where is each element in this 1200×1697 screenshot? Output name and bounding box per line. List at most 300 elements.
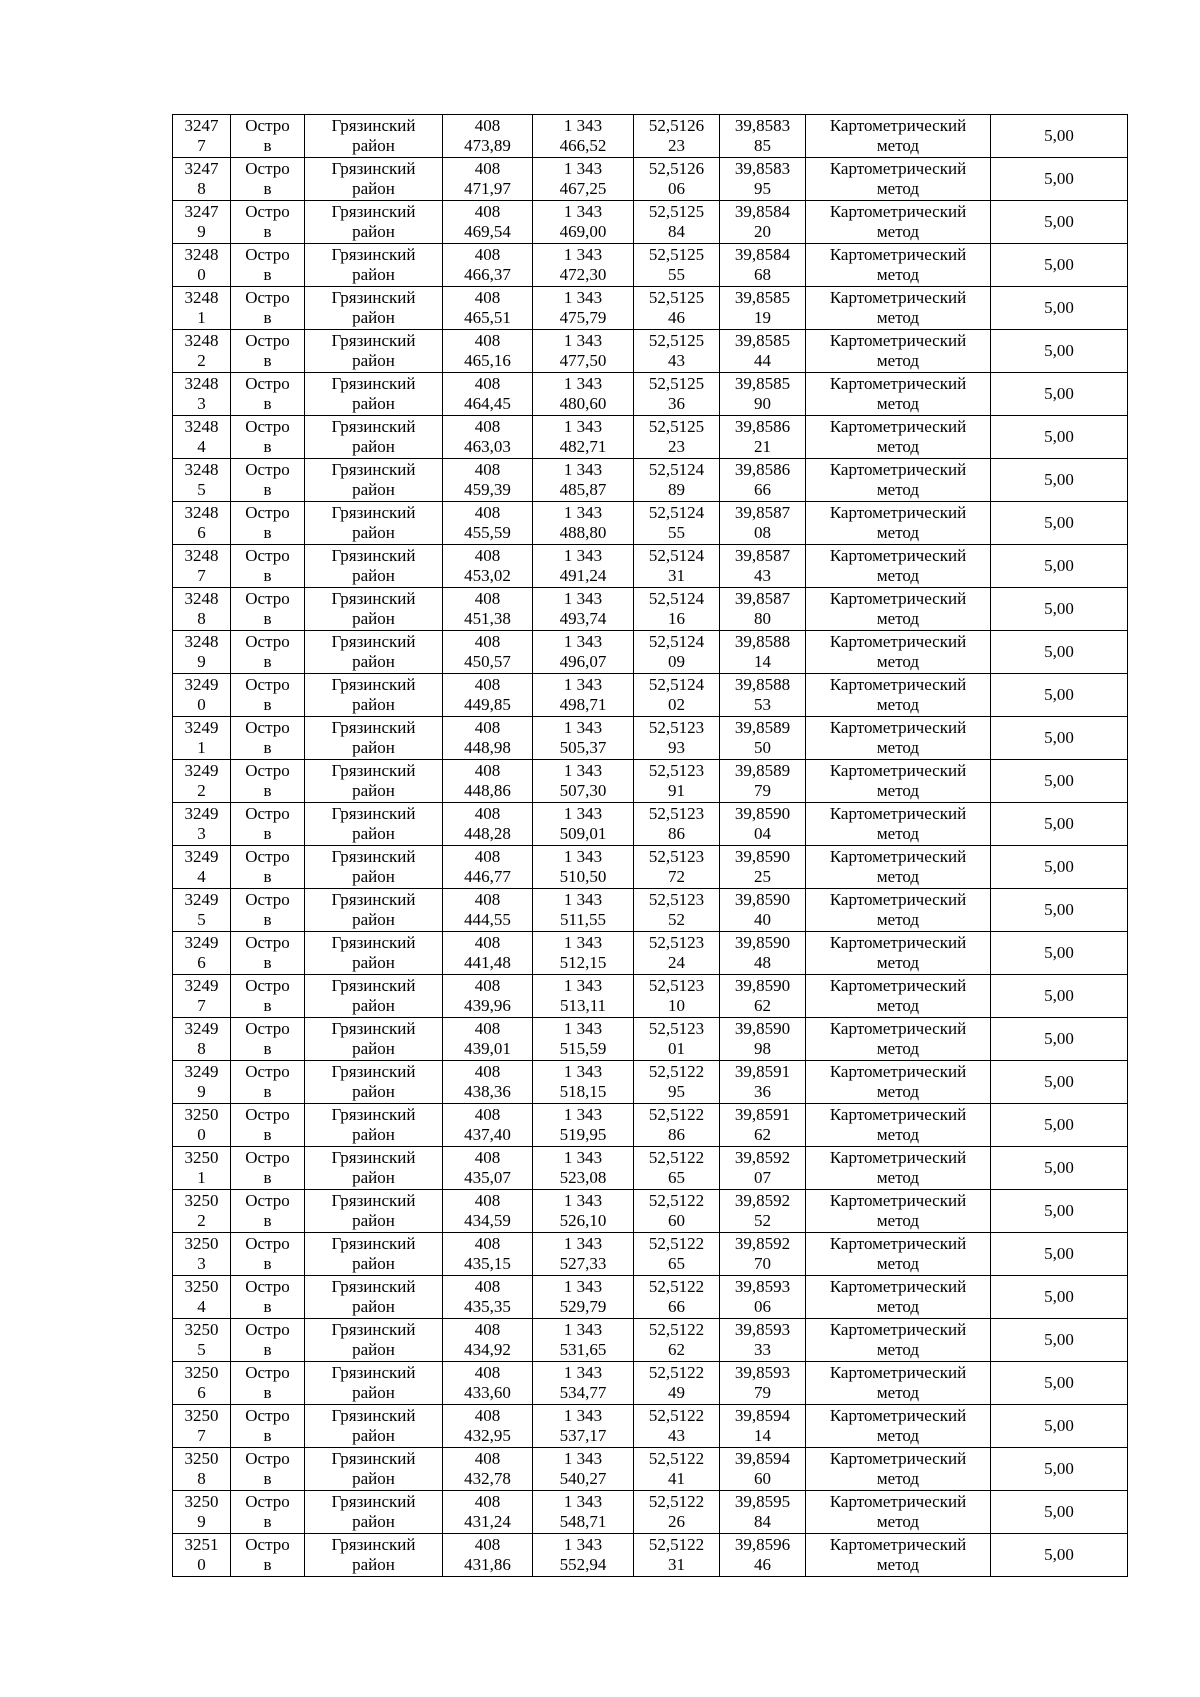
locality-cell	[231, 803, 305, 846]
point-number-cell	[173, 1405, 231, 1448]
x-coordinate-cell	[443, 588, 533, 631]
locality-cell	[231, 1534, 305, 1577]
point-number-cell	[173, 545, 231, 588]
x-coordinate-cell-line: 432,95	[464, 1426, 511, 1445]
x-coordinate-cell-line: 471,97	[464, 179, 511, 198]
district-cell-line: район	[352, 1211, 395, 1230]
y-coordinate-cell-line: 482,71	[559, 437, 607, 456]
x-coordinate-cell-line: 437,40	[464, 1125, 511, 1144]
x-coordinate-cell-line: 408	[474, 1277, 501, 1296]
y-coordinate-cell	[533, 674, 634, 717]
locality-cell-line: Остро	[245, 288, 290, 307]
longitude-cell-line: 39,8584	[734, 245, 791, 264]
method-cell-line: метод	[876, 1211, 920, 1230]
point-number-cell-line: 3249	[184, 890, 219, 909]
latitude-cell	[634, 1534, 720, 1577]
x-coordinate-cell-line: 408	[474, 1062, 501, 1081]
locality-cell-line: Остро	[245, 847, 290, 866]
latitude-cell	[634, 1018, 720, 1061]
x-coordinate-cell	[443, 1061, 533, 1104]
accuracy-cell	[991, 803, 1128, 846]
table-row	[173, 932, 1128, 975]
latitude-cell-line: 52,5124	[648, 632, 705, 651]
point-number-cell-line: 1	[197, 308, 206, 327]
accuracy-value: 5,00	[1044, 384, 1074, 403]
y-coordinate-cell-line: 1 343	[563, 1148, 603, 1167]
table-row	[173, 373, 1128, 416]
point-number-cell-line: 3249	[184, 1062, 219, 1081]
latitude-cell-line: 52,5126	[648, 116, 705, 135]
x-coordinate-cell-line: 408	[474, 1320, 501, 1339]
locality-cell-line: Остро	[245, 761, 290, 780]
district-cell-line: район	[352, 910, 395, 929]
longitude-cell-line: 52	[754, 1211, 771, 1230]
table-row	[173, 1491, 1128, 1534]
method-cell	[806, 201, 991, 244]
x-coordinate-cell	[443, 1147, 533, 1190]
y-coordinate-cell	[533, 459, 634, 502]
y-coordinate-cell-line: 1 343	[563, 245, 603, 264]
method-cell-line: Картометрический	[829, 116, 967, 135]
method-cell-line: Картометрический	[829, 1535, 967, 1554]
longitude-cell-line: 39,8588	[734, 632, 791, 651]
district-cell	[305, 1405, 443, 1448]
x-coordinate-cell	[443, 115, 533, 158]
locality-cell-line: в	[263, 1168, 272, 1187]
y-coordinate-cell	[533, 1448, 634, 1491]
longitude-cell-line: 50	[754, 738, 771, 757]
method-cell	[806, 158, 991, 201]
method-cell	[806, 1448, 991, 1491]
latitude-cell-line: 52,5122	[648, 1191, 705, 1210]
method-cell	[806, 588, 991, 631]
longitude-cell-line: 39,8583	[734, 116, 791, 135]
locality-cell-line: в	[263, 1297, 272, 1316]
accuracy-value: 5,00	[1044, 1373, 1074, 1392]
point-number-cell-line: 3248	[184, 589, 219, 608]
x-coordinate-cell-line: 439,01	[464, 1039, 511, 1058]
method-cell-line: метод	[876, 695, 920, 714]
locality-cell	[231, 717, 305, 760]
method-cell-line: метод	[876, 1469, 920, 1488]
accuracy-value: 5,00	[1044, 943, 1074, 962]
latitude-cell-line: 52,5125	[648, 374, 705, 393]
district-cell-line: Грязинский	[331, 503, 416, 522]
method-cell-line: Картометрический	[829, 159, 967, 178]
latitude-cell	[634, 1491, 720, 1534]
locality-cell-line: в	[263, 265, 272, 284]
accuracy-cell	[991, 459, 1128, 502]
method-cell-line: Картометрический	[829, 1363, 967, 1382]
method-cell-line: метод	[876, 308, 920, 327]
locality-cell-line: в	[263, 1082, 272, 1101]
longitude-cell	[720, 588, 806, 631]
point-number-cell-line: 6	[197, 523, 206, 542]
y-coordinate-cell	[533, 1233, 634, 1276]
table-row	[173, 1061, 1128, 1104]
x-coordinate-cell-line: 449,85	[464, 695, 511, 714]
point-number-cell	[173, 932, 231, 975]
accuracy-value: 5,00	[1044, 1416, 1074, 1435]
locality-cell-line: в	[263, 1340, 272, 1359]
latitude-cell-line: 52,5126	[648, 159, 705, 178]
latitude-cell-line: 52,5122	[648, 1406, 705, 1425]
accuracy-value: 5,00	[1044, 1072, 1074, 1091]
method-cell-line: Картометрический	[829, 1105, 967, 1124]
district-cell-line: Грязинский	[331, 1105, 416, 1124]
district-cell	[305, 115, 443, 158]
method-cell-line: Картометрический	[829, 202, 967, 221]
longitude-cell-line: 39,8590	[734, 976, 791, 995]
y-coordinate-cell-line: 513,11	[559, 996, 607, 1015]
accuracy-value: 5,00	[1044, 1201, 1074, 1220]
district-cell	[305, 1319, 443, 1362]
method-cell	[806, 1233, 991, 1276]
latitude-cell-line: 52,5122	[648, 1105, 705, 1124]
longitude-cell-line: 39,8595	[734, 1492, 791, 1511]
accuracy-value: 5,00	[1044, 1330, 1074, 1349]
district-cell-line: Грязинский	[331, 546, 416, 565]
x-coordinate-cell	[443, 244, 533, 287]
longitude-cell-line: 06	[754, 1297, 771, 1316]
x-coordinate-cell	[443, 545, 533, 588]
longitude-cell-line: 68	[754, 265, 771, 284]
accuracy-cell	[991, 330, 1128, 373]
locality-cell-line: Остро	[245, 331, 290, 350]
locality-cell-line: Остро	[245, 1535, 290, 1554]
x-coordinate-cell	[443, 1491, 533, 1534]
district-cell-line: Грязинский	[331, 1406, 416, 1425]
y-coordinate-cell-line: 1 343	[563, 460, 603, 479]
point-number-cell	[173, 588, 231, 631]
y-coordinate-cell	[533, 1147, 634, 1190]
table-row	[173, 1319, 1128, 1362]
district-cell-line: район	[352, 1426, 395, 1445]
table-row	[173, 760, 1128, 803]
latitude-cell-line: 52,5123	[648, 761, 705, 780]
accuracy-cell	[991, 201, 1128, 244]
district-cell-line: Грязинский	[331, 718, 416, 737]
y-coordinate-cell-line: 1 343	[563, 546, 603, 565]
point-number-cell	[173, 1276, 231, 1319]
district-cell	[305, 1061, 443, 1104]
latitude-cell-line: 52,5123	[648, 933, 705, 952]
x-coordinate-cell	[443, 373, 533, 416]
point-number-cell-line: 3249	[184, 675, 219, 694]
district-cell	[305, 846, 443, 889]
y-coordinate-cell	[533, 416, 634, 459]
accuracy-cell	[991, 287, 1128, 330]
accuracy-cell	[991, 1276, 1128, 1319]
locality-cell-line: Остро	[245, 1234, 290, 1253]
method-cell	[806, 1147, 991, 1190]
locality-cell-line: Остро	[245, 245, 290, 264]
method-cell-line: Картометрический	[829, 288, 967, 307]
y-coordinate-cell	[533, 330, 634, 373]
method-cell-line: метод	[876, 609, 920, 628]
table-row	[173, 1534, 1128, 1577]
district-cell-line: Грязинский	[331, 417, 416, 436]
method-cell-line: метод	[876, 1125, 920, 1144]
district-cell-line: Грязинский	[331, 847, 416, 866]
locality-cell-line: в	[263, 351, 272, 370]
x-coordinate-cell-line: 408	[474, 632, 501, 651]
latitude-cell-line: 86	[668, 824, 685, 843]
accuracy-cell	[991, 1534, 1128, 1577]
method-cell	[806, 1491, 991, 1534]
point-number-cell-line: 7	[197, 1426, 206, 1445]
district-cell-line: Грязинский	[331, 589, 416, 608]
point-number-cell-line: 3251	[184, 1535, 219, 1554]
point-number-cell	[173, 1362, 231, 1405]
district-cell-line: район	[352, 308, 395, 327]
method-cell-line: метод	[876, 652, 920, 671]
method-cell-line: Картометрический	[829, 546, 967, 565]
method-cell-line: метод	[876, 566, 920, 585]
accuracy-value: 5,00	[1044, 470, 1074, 489]
method-cell	[806, 631, 991, 674]
table-row	[173, 803, 1128, 846]
locality-cell-line: Остро	[245, 1148, 290, 1167]
locality-cell-line: в	[263, 652, 272, 671]
accuracy-value: 5,00	[1044, 1545, 1074, 1564]
latitude-cell-line: 52,5125	[648, 331, 705, 350]
table-row	[173, 846, 1128, 889]
district-cell	[305, 760, 443, 803]
y-coordinate-cell-line: 1 343	[563, 1062, 603, 1081]
district-cell-line: Грязинский	[331, 1234, 416, 1253]
x-coordinate-cell	[443, 1233, 533, 1276]
district-cell	[305, 545, 443, 588]
district-cell	[305, 330, 443, 373]
point-number-cell	[173, 1018, 231, 1061]
point-number-cell-line: 3248	[184, 503, 219, 522]
point-number-cell-line: 4	[197, 1297, 206, 1316]
x-coordinate-cell-line: 408	[474, 1363, 501, 1382]
locality-cell-line: в	[263, 996, 272, 1015]
longitude-cell	[720, 1018, 806, 1061]
longitude-cell-line: 62	[754, 996, 771, 1015]
y-coordinate-cell	[533, 1534, 634, 1577]
accuracy-cell	[991, 760, 1128, 803]
point-number-cell-line: 8	[197, 1469, 206, 1488]
y-coordinate-cell-line: 1 343	[563, 1191, 603, 1210]
point-number-cell-line: 8	[197, 179, 206, 198]
point-number-cell	[173, 674, 231, 717]
longitude-cell-line: 25	[754, 867, 771, 886]
x-coordinate-cell-line: 435,15	[464, 1254, 511, 1273]
accuracy-cell	[991, 244, 1128, 287]
y-coordinate-cell-line: 1 343	[563, 804, 603, 823]
method-cell-line: метод	[876, 1426, 920, 1445]
accuracy-cell	[991, 717, 1128, 760]
district-cell-line: район	[352, 695, 395, 714]
latitude-cell	[634, 1147, 720, 1190]
y-coordinate-cell	[533, 1104, 634, 1147]
longitude-cell-line: 39,8588	[734, 675, 791, 694]
y-coordinate-cell-line: 496,07	[559, 652, 607, 671]
locality-cell	[231, 588, 305, 631]
locality-cell	[231, 1276, 305, 1319]
locality-cell-line: Остро	[245, 1406, 290, 1425]
point-number-cell-line: 0	[197, 1125, 206, 1144]
locality-cell	[231, 1319, 305, 1362]
latitude-cell	[634, 1319, 720, 1362]
point-number-cell-line: 9	[197, 1082, 206, 1101]
y-coordinate-cell-line: 1 343	[563, 1019, 603, 1038]
point-number-cell	[173, 803, 231, 846]
y-coordinate-cell	[533, 1362, 634, 1405]
point-number-cell	[173, 459, 231, 502]
point-number-cell-line: 3248	[184, 245, 219, 264]
method-cell-line: Картометрический	[829, 503, 967, 522]
longitude-cell-line: 39,8589	[734, 761, 791, 780]
x-coordinate-cell	[443, 1018, 533, 1061]
method-cell-line: Картометрический	[829, 1277, 967, 1296]
latitude-cell-line: 43	[668, 351, 685, 370]
locality-cell-line: Остро	[245, 1320, 290, 1339]
district-cell	[305, 1534, 443, 1577]
longitude-cell	[720, 373, 806, 416]
x-coordinate-cell	[443, 416, 533, 459]
x-coordinate-cell-line: 453,02	[464, 566, 511, 585]
x-coordinate-cell-line: 408	[474, 675, 501, 694]
point-number-cell-line: 1	[197, 1168, 206, 1187]
point-number-cell-line: 5	[197, 910, 206, 929]
latitude-cell-line: 23	[668, 437, 685, 456]
district-cell	[305, 1448, 443, 1491]
method-cell-line: метод	[876, 738, 920, 757]
longitude-cell-line: 90	[754, 394, 771, 413]
accuracy-cell	[991, 674, 1128, 717]
point-number-cell-line: 4	[197, 437, 206, 456]
accuracy-value: 5,00	[1044, 298, 1074, 317]
method-cell-line: Картометрический	[829, 632, 967, 651]
y-coordinate-cell-line: 1 343	[563, 374, 603, 393]
y-coordinate-cell-line: 1 343	[563, 288, 603, 307]
district-cell-line: район	[352, 1297, 395, 1316]
locality-cell-line: в	[263, 910, 272, 929]
y-coordinate-cell-line: 1 343	[563, 159, 603, 178]
latitude-cell-line: 52,5125	[648, 245, 705, 264]
latitude-cell	[634, 330, 720, 373]
point-number-cell-line: 3250	[184, 1105, 219, 1124]
locality-cell-line: в	[263, 179, 272, 198]
point-number-cell-line: 3250	[184, 1363, 219, 1382]
district-cell-line: район	[352, 566, 395, 585]
locality-cell-line: в	[263, 1469, 272, 1488]
locality-cell-line: Остро	[245, 804, 290, 823]
x-coordinate-cell-line: 448,28	[464, 824, 511, 843]
method-cell-line: метод	[876, 222, 920, 241]
method-cell-line: метод	[876, 523, 920, 542]
accuracy-value: 5,00	[1044, 513, 1074, 532]
longitude-cell	[720, 631, 806, 674]
y-coordinate-cell-line: 1 343	[563, 1105, 603, 1124]
y-coordinate-cell-line: 480,60	[559, 394, 607, 413]
point-number-cell-line: 3249	[184, 718, 219, 737]
latitude-cell-line: 26	[668, 1512, 685, 1531]
longitude-cell-line: 39,8584	[734, 202, 791, 221]
y-coordinate-cell-line: 510,50	[559, 867, 607, 886]
longitude-cell	[720, 1233, 806, 1276]
longitude-cell-line: 39,8593	[734, 1320, 791, 1339]
y-coordinate-cell-line: 477,50	[559, 351, 607, 370]
longitude-cell	[720, 674, 806, 717]
locality-cell-line: в	[263, 1125, 272, 1144]
method-cell	[806, 545, 991, 588]
x-coordinate-cell-line: 408	[474, 245, 501, 264]
y-coordinate-cell-line: 1 343	[563, 331, 603, 350]
y-coordinate-cell-line: 1 343	[563, 1492, 603, 1511]
latitude-cell-line: 52,5124	[648, 589, 705, 608]
y-coordinate-cell-line: 1 343	[563, 1406, 603, 1425]
district-cell-line: Грязинский	[331, 632, 416, 651]
locality-cell	[231, 1491, 305, 1534]
accuracy-cell	[991, 631, 1128, 674]
accuracy-value: 5,00	[1044, 1158, 1074, 1177]
y-coordinate-cell-line: 507,30	[559, 781, 607, 800]
locality-cell	[231, 1147, 305, 1190]
latitude-cell-line: 62	[668, 1340, 685, 1359]
method-cell-line: метод	[876, 1383, 920, 1402]
longitude-cell	[720, 115, 806, 158]
method-cell	[806, 373, 991, 416]
x-coordinate-cell	[443, 1362, 533, 1405]
table-row	[173, 588, 1128, 631]
district-cell-line: Грязинский	[331, 1449, 416, 1468]
district-cell-line: район	[352, 1469, 395, 1488]
longitude-cell	[720, 1104, 806, 1147]
accuracy-value: 5,00	[1044, 126, 1074, 145]
accuracy-cell	[991, 1448, 1128, 1491]
district-cell-line: район	[352, 824, 395, 843]
latitude-cell-line: 02	[668, 695, 685, 714]
longitude-cell-line: 39,8590	[734, 890, 791, 909]
longitude-cell-line: 48	[754, 953, 771, 972]
method-cell-line: Картометрический	[829, 460, 967, 479]
x-coordinate-cell-line: 432,78	[464, 1469, 511, 1488]
longitude-cell	[720, 545, 806, 588]
point-number-cell-line: 3249	[184, 761, 219, 780]
coordinates-table-body	[173, 115, 1128, 1577]
district-cell-line: Грязинский	[331, 890, 416, 909]
table-row	[173, 330, 1128, 373]
method-cell	[806, 287, 991, 330]
latitude-cell	[634, 244, 720, 287]
accuracy-cell	[991, 588, 1128, 631]
latitude-cell-line: 52,5123	[648, 804, 705, 823]
point-number-cell	[173, 1147, 231, 1190]
latitude-cell-line: 06	[668, 179, 685, 198]
x-coordinate-cell-line: 408	[474, 847, 501, 866]
accuracy-cell	[991, 1362, 1128, 1405]
latitude-cell	[634, 760, 720, 803]
locality-cell	[231, 1362, 305, 1405]
x-coordinate-cell-line: 408	[474, 976, 501, 995]
longitude-cell	[720, 1448, 806, 1491]
method-cell	[806, 932, 991, 975]
latitude-cell	[634, 1190, 720, 1233]
point-number-cell-line: 1	[197, 738, 206, 757]
longitude-cell	[720, 459, 806, 502]
y-coordinate-cell-line: 511,55	[559, 910, 607, 929]
method-cell-line: метод	[876, 136, 920, 155]
y-coordinate-cell	[533, 1276, 634, 1319]
locality-cell-line: Остро	[245, 159, 290, 178]
y-coordinate-cell	[533, 631, 634, 674]
x-coordinate-cell-line: 408	[474, 1406, 501, 1425]
